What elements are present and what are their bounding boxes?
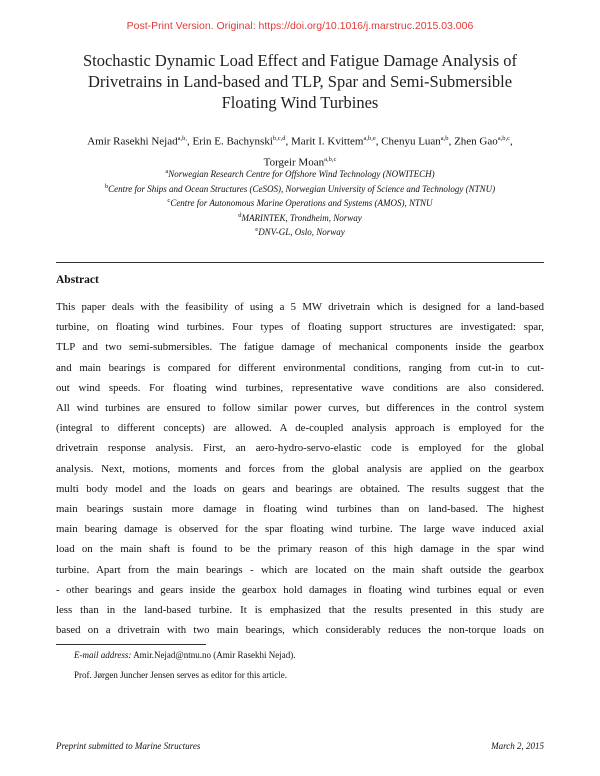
abstract-line: - other bearings and gears inside the gearbox hold damages in floating wind turbines equal or even	[56, 583, 544, 596]
affiliation-text: Norwegian Research Centre for Offshore Wind Technology (NOWITECH)	[168, 169, 435, 179]
paper-title	[60, 50, 540, 113]
author-affil-marker: a,b,	[177, 135, 188, 142]
author-affil-marker: a,b,c	[324, 155, 337, 163]
author-affil-marker: a,b	[440, 135, 449, 142]
author-name: Chenyu Luan	[381, 135, 441, 148]
abstract-line: multi body model and the loads on gears and bearings are obtained. The results suggest that the	[56, 482, 544, 495]
author-name: Marit I. Kvittem	[291, 135, 364, 148]
abstract-line: (integral to different concepts) are allowed. A de-coupled analysis approach is employed for the	[56, 422, 544, 435]
abstract-line: load on the main shaft is found to be the primary reason of this high damage in the spar wind	[56, 543, 544, 556]
abstract-line: main bearings sustain more damage in floating wind turbines than on land-based. The highest	[56, 503, 544, 516]
title-line: Stochastic Dynamic Load Effect and Fatigue Damage Analysis of	[82, 51, 518, 70]
affiliation	[40, 181, 560, 196]
author-affil-marker: b,c,d	[272, 135, 286, 142]
author-list: Amir Rasekhi Nejad$^{a,b,}$, Erin E. Bachynski$^{b,c,d}$, Marit I. Kvittem$^{a,b,e}$, Chenyu Luan$^{a,b}$, Zhen Gao$^{a,b,c}$, Torgeir Moan$^{a,b,c}$	[87, 135, 513, 169]
email-footnote	[74, 650, 295, 660]
abstract-line: out wind speeds. For floating wind turbines, representative wave conditions are also considered.	[56, 381, 544, 394]
footer-journal: Preprint submitted to Marine Structures	[56, 741, 201, 751]
author-affil-marker: a,b,e	[363, 135, 376, 142]
abstract-heading: Abstract	[56, 274, 99, 286]
footer-date: March 2, 2015	[491, 741, 544, 751]
affiliation-text: MARINTEK, Trondheim, Norway	[241, 212, 362, 223]
email-label: E-mail address:	[74, 650, 132, 660]
editor-footnote: Prof. Jørgen Juncher Jensen serves as editor for this article.	[74, 670, 288, 680]
affiliation-marker: a	[165, 168, 169, 175]
abstract-line: and main bearings is compared for different environmental conditions, ranging from cut-in to cut-	[56, 361, 544, 374]
abstract-line: This paper deals with the feasibility of using a 5 MW drivetrain which is designed for a land-based	[56, 301, 544, 313]
title-line: Drivetrains in Land-based and TLP, Spar and Semi-Submersible	[87, 72, 513, 91]
affiliation-list	[40, 166, 560, 239]
author-name: Torgeir Moan	[263, 156, 325, 169]
affiliation-text: Centre for Ships and Ocean Structures (CeSOS), Norwegian University of Science and Technology (NTNU)	[108, 183, 496, 194]
doi-banner[interactable]: Post-Print Version. Original: https://doi.org/10.1016/j.marstruc.2015.03.006	[126, 20, 474, 32]
abstract-line: All wind turbines are ensured to follow similar power curves, but differences in the control system	[56, 402, 544, 415]
author-affil-marker: a,b,c	[497, 135, 511, 142]
abstract-line: main bearing damage is observed for the spar floating wind turbine. The large wave induced axial	[56, 523, 544, 536]
affiliation	[40, 166, 560, 181]
abstract-line: based on a drivetrain with two main bearings, which considerably reduces the non-torque loads on	[56, 624, 544, 637]
affiliation	[40, 210, 560, 225]
abstract-line: turbine, on floating wind turbines. Four types of floating support structures are investigated: spar,	[56, 321, 544, 334]
abstract-line: analysis. Next, motions, moments and forces from the global analysis are applied on the gearbox	[56, 462, 544, 475]
abstract-line: less than in the land-based turbine. It is emphasized that the results presented in this study are	[56, 604, 544, 617]
abstract-top-rule	[56, 262, 544, 263]
author-name: Erin E. Bachynski	[192, 135, 273, 148]
author-name: Zhen Gao	[454, 135, 498, 148]
affiliation-marker: c	[167, 197, 171, 204]
author-name: Amir Rasekhi Nejad	[87, 135, 178, 148]
abstract-line: drivetrain response analysis. First, an aero-hydro-servo-elastic code is employed for the global	[56, 442, 544, 455]
affiliation-marker: d	[238, 211, 242, 219]
title-line: Floating Wind Turbines	[221, 93, 379, 112]
affiliation-marker: b	[104, 182, 109, 190]
footnote-rule	[56, 644, 206, 645]
affiliation-text: Centre for Autonomous Marine Operations and Systems (AMOS), NTNU	[170, 198, 433, 208]
abstract-line: turbine. Apart from the main bearings - which are located on the main shaft outside the gearbox	[56, 563, 544, 576]
abstract-line: TLP and two semi-submersibles. The fatigue damage of mechanical components inside the gearbox	[56, 341, 544, 354]
abstract-body	[56, 297, 544, 640]
affiliation-marker: e	[255, 226, 259, 233]
affiliation	[40, 195, 560, 210]
email-value[interactable]: Amir.Nejad@ntnu.no (Amir Rasekhi Nejad).	[133, 650, 296, 660]
affiliation-text: DNV-GL, Oslo, Norway	[258, 227, 345, 237]
affiliation	[40, 224, 560, 239]
